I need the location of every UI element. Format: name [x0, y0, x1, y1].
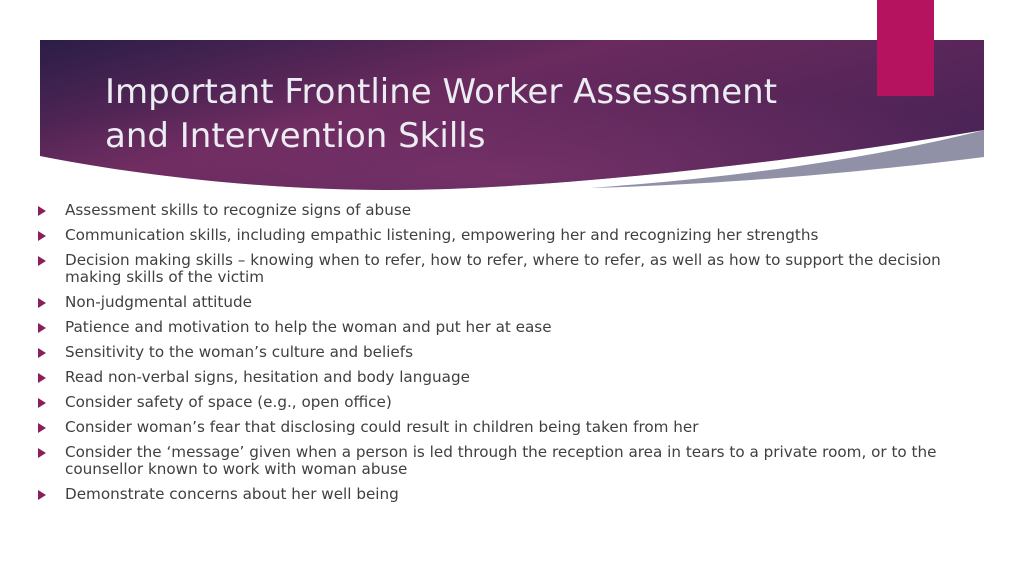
- bullet-item: [38, 227, 978, 244]
- bullet-arrow-icon: [38, 448, 46, 458]
- bullet-item: [38, 294, 978, 311]
- bullet-item: [38, 486, 978, 503]
- bullet-text: Consider the ‘message’ given when a person is led through the reception area in tears to a private room, or to the counsellor known to work with woman abuse: [65, 443, 937, 478]
- bullet-arrow-icon: [38, 256, 46, 266]
- bullet-arrow-icon: [38, 298, 46, 308]
- bullet-item: [38, 319, 978, 336]
- bullet-arrow-icon: [38, 323, 46, 333]
- title-line-1: Important Frontline Worker Assessment: [105, 72, 778, 112]
- slide-title: [105, 70, 865, 158]
- bullet-item: [38, 444, 978, 478]
- bullet-arrow-icon: [38, 490, 46, 500]
- accent-tab: [877, 0, 934, 96]
- bullet-text: Assessment skills to recognize signs of abuse: [65, 201, 412, 219]
- bullet-item: [38, 369, 978, 386]
- bullet-text: Consider safety of space (e.g., open office): [65, 393, 392, 411]
- bullet-arrow-icon: [38, 423, 46, 433]
- bullet-arrow-icon: [38, 348, 46, 358]
- bullet-arrow-icon: [38, 231, 46, 241]
- title-line-2: and Intervention Skills: [105, 116, 486, 156]
- bullet-text: Read non-verbal signs, hesitation and body language: [65, 368, 470, 386]
- bullet-text: Non-judgmental attitude: [65, 293, 252, 311]
- bullet-item: [38, 252, 978, 286]
- bullet-item: [38, 419, 978, 436]
- bullet-text: Consider woman’s fear that disclosing could result in children being taken from her: [65, 418, 699, 436]
- bullet-text: Patience and motivation to help the woman and put her at ease: [65, 318, 552, 336]
- bullet-item: [38, 394, 978, 411]
- bullet-text: Communication skills, including empathic listening, empowering her and recognizing her strengths: [65, 226, 819, 244]
- bullet-text: Decision making skills – knowing when to refer, how to refer, where to refer, as well as how to support the decision making skills of the victim: [65, 251, 941, 286]
- bullet-arrow-icon: [38, 206, 46, 216]
- bullet-list: [38, 202, 978, 511]
- bullet-arrow-icon: [38, 398, 46, 408]
- bullet-item: [38, 344, 978, 361]
- bullet-item: [38, 202, 978, 219]
- bullet-text: Demonstrate concerns about her well being: [65, 485, 399, 503]
- bullet-arrow-icon: [38, 373, 46, 383]
- bullet-text: Sensitivity to the woman’s culture and beliefs: [65, 343, 414, 361]
